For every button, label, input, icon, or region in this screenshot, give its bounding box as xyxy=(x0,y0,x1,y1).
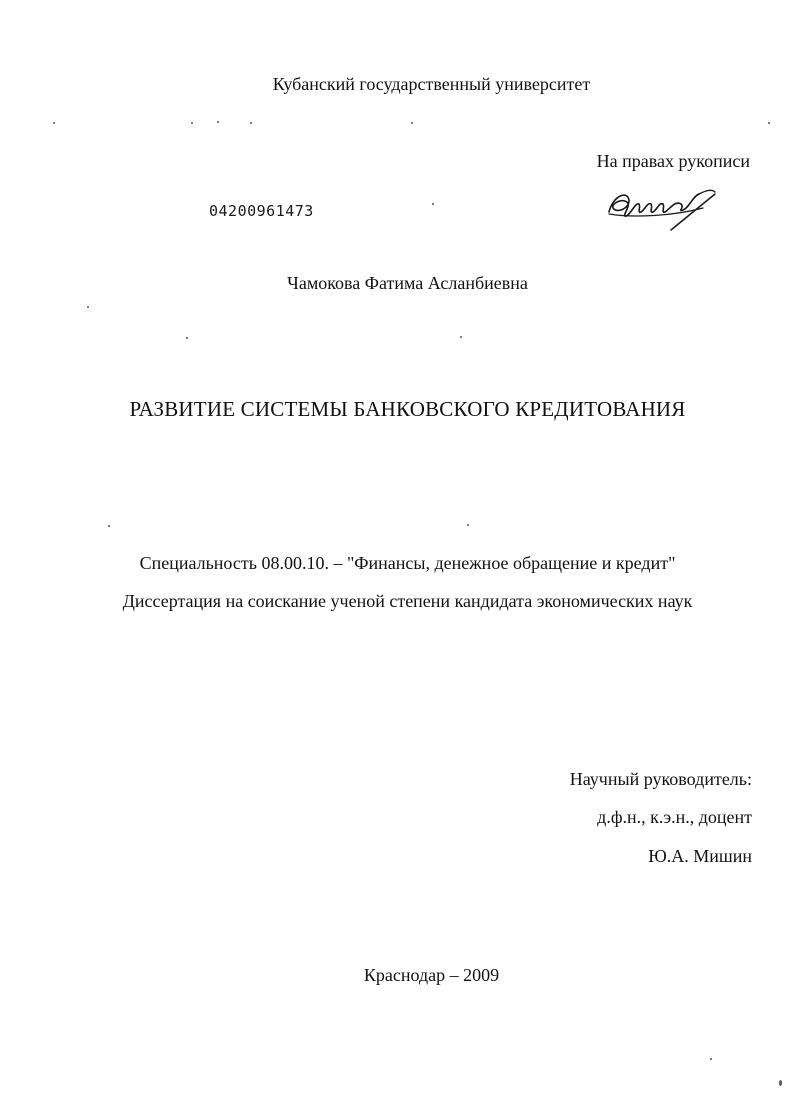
manuscript-rights-label: На правах рукописи xyxy=(596,151,750,171)
scan-speck xyxy=(432,203,434,205)
scan-speck xyxy=(217,121,219,123)
scan-speck xyxy=(186,337,188,339)
scan-speck xyxy=(779,1080,782,1086)
scan-speck xyxy=(460,336,462,338)
advisor-degree: д.ф.н., к.э.н., доцент xyxy=(597,807,752,827)
university-name: Кубанский государственный университет xyxy=(272,74,591,94)
specialty-line: Специальность 08.00.10. – "Финансы, денежное обращение и кредит" xyxy=(139,553,676,573)
degree-statement: Диссертация на соискание ученой степени кандидата экономических наук xyxy=(122,591,693,611)
scan-speck xyxy=(250,122,252,124)
handwritten-signature xyxy=(603,178,723,234)
scan-speck xyxy=(467,524,469,526)
catalog-number: 04200961473 xyxy=(209,202,314,220)
thesis-title: РАЗВИТИЕ СИСТЕМЫ БАНКОВСКОГО КРЕДИТОВАНИЯ xyxy=(129,397,686,421)
advisor-label: Научный руководитель: xyxy=(569,769,752,789)
scan-speck xyxy=(53,122,55,124)
advisor-name: Ю.А. Мишин xyxy=(648,846,752,866)
scan-speck xyxy=(411,122,413,124)
scan-speck xyxy=(768,122,770,124)
city-year: Краснодар – 2009 xyxy=(363,965,500,985)
scan-speck xyxy=(191,122,193,124)
author-name: Чамокова Фатима Асланбиевна xyxy=(287,273,528,293)
scan-speck xyxy=(87,306,89,308)
scan-speck xyxy=(108,525,110,527)
scan-speck xyxy=(710,1058,712,1060)
